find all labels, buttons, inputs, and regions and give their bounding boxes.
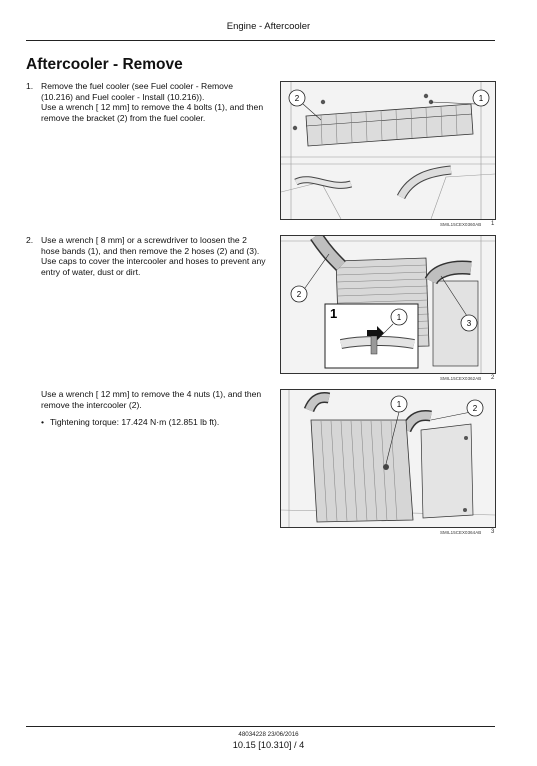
figure-1-number: 1 (491, 221, 495, 227)
header-rule (26, 40, 495, 41)
step-text: Use a wrench [ 12 mm] to remove the 4 bolts (1), and then remove the bracket (2) from the fuel cooler. (41, 102, 264, 123)
step-number: 1. (26, 81, 34, 91)
svg-text:1: 1 (478, 94, 484, 103)
torque-spec: • Tightening torque: 17.424 N·m (12.851 lb ft). (41, 417, 266, 428)
svg-text:3: 3 (466, 319, 472, 328)
step-number: 2. (26, 235, 34, 245)
figure-2-number: 2 (491, 375, 495, 381)
svg-text:2: 2 (296, 290, 302, 299)
running-header: Engine - Aftercooler (226, 21, 311, 32)
svg-text:2: 2 (472, 404, 478, 413)
step-2-continued (26, 389, 266, 428)
document-code: 48034228 23/06/2016 (238, 731, 299, 738)
step-2 (26, 235, 266, 277)
svg-text:1: 1 (330, 306, 338, 321)
detail-inset (325, 304, 418, 368)
footer-rule (26, 726, 495, 727)
step-text: Use a wrench [ 8 mm] or a screwdriver to loosen the 2 hose bands (1), and then remove the 2 hoses (2) and (3). (41, 235, 260, 256)
callout-2 (467, 400, 483, 416)
svg-text:1: 1 (396, 313, 402, 322)
callout-1 (473, 90, 489, 106)
step-text: Use caps to cover the intercooler and hoses to prevent any entry of water, dust or dirt. (41, 256, 266, 277)
step-text: Remove the fuel cooler (see Fuel cooler - Remove (10.216) and Fuel cooler - Install (10.216)). (41, 81, 234, 102)
step-1 (26, 81, 266, 123)
step-text: Use a wrench [ 12 mm] to remove the 4 nuts (1), and then remove the intercooler (2). (41, 389, 262, 410)
callout-2 (289, 90, 305, 106)
svg-text:2: 2 (294, 94, 300, 103)
figure-3-code: SMIL15CEX0364AB (440, 530, 482, 535)
section-title: Aftercooler - Remove (26, 56, 183, 73)
figure-2-code: SMIL15CEX0362AB (440, 376, 482, 381)
figure-2-image (280, 235, 496, 374)
callout-2 (291, 286, 307, 302)
page-number: 10.15 [10.310] / 4 (232, 740, 305, 750)
figure-1-code: SMIL15CEX0360AB (440, 222, 482, 227)
figure-3-image (280, 389, 496, 528)
callout-3 (461, 315, 477, 331)
figure-3-number: 3 (491, 529, 495, 535)
svg-text:1: 1 (396, 400, 402, 409)
figure-1-image (280, 81, 496, 220)
callout-1 (391, 396, 407, 412)
